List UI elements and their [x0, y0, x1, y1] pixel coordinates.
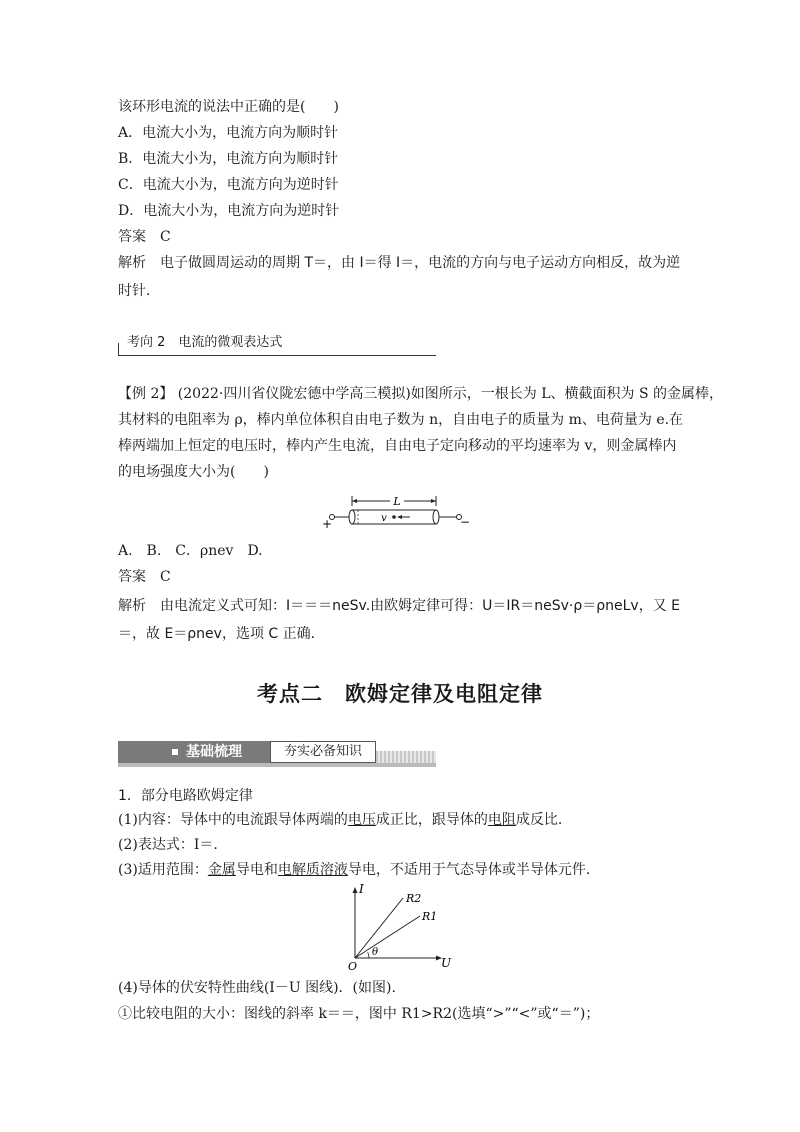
option-b: B．电流大小为，电流方向为顺时针 [118, 151, 339, 167]
item1-curve: (4)导体的伏安特性曲线(I－U 图线)．(如图). [118, 980, 396, 996]
metal-rod-figure [318, 490, 478, 530]
example-line-2: 其材料的电阻率为 ρ，棒内单位体积自由电子数为 n，自由电子的质量为 m、电荷量为 e.在 [118, 412, 684, 428]
rod-minus-sign: − [459, 515, 471, 529]
example-line-3: 棒两端加上恒定的电压时，棒内产生电流，自由电子定向移动的平均速率为 v，则金属棒内 [118, 438, 677, 454]
item1-scope-prefix: (3)适用范围： [118, 862, 208, 878]
example-analysis-line-2: ＝，故 E＝ρnev，选项 C 正确． [118, 626, 325, 642]
option-a: A．电流大小为，电流方向为顺时针 [118, 125, 339, 141]
iu-graph-r2-label: R2 [406, 892, 422, 905]
iu-graph-theta-label: θ [372, 947, 379, 958]
option-d: D．电流大小为，电流方向为逆时针 [118, 203, 340, 219]
item1-scope-mid: 导电和 [235, 862, 278, 878]
example-line-1: 【例 2】 (2022·四川省仪陇宏德中学高三模拟)如图所示，一根长为 L、横截面积为 S 的金属棒， [118, 386, 724, 402]
item1-scope-suffix: 导电，不适用于气态导体或半导体元件. [347, 862, 591, 878]
section-badge [118, 741, 436, 767]
answer-line: 答案 C [118, 229, 171, 245]
item1-expression: (2)表达式：I＝. [118, 837, 218, 853]
badge-light-label: 夯实必备知识 [270, 741, 376, 763]
item1-scope-u1: 金属 [207, 862, 236, 878]
example-answer: 答案 C [118, 569, 171, 585]
example-line-4: 的电场强度大小为( ) [118, 464, 269, 480]
analysis-line-2: 时针． [118, 283, 160, 299]
example-analysis-line-1: 解析 由电流定义式可知：I＝＝＝neSv.由欧姆定律可得：U＝IR＝neSv·ρ＝ρneLv，又 E [118, 598, 681, 614]
rod-length-label: L [393, 495, 401, 508]
rod-velocity-label: v [381, 513, 387, 524]
item1-scope-u2: 电解质溶液 [277, 862, 348, 878]
rod-plus-sign: + [321, 517, 333, 530]
square-bullet-icon [172, 749, 178, 755]
item1-scope [118, 860, 590, 880]
iu-graph-origin-label: O [348, 960, 358, 971]
item1-content-mid: 成正比，跟导体的 [375, 812, 488, 828]
item1-content-prefix: (1)内容：导体中的电流跟导体两端的 [118, 812, 348, 828]
badge-dark [118, 741, 270, 763]
badge-dark-label: 基础梳理 [186, 744, 242, 760]
topic-bar-label: 考向 2 电流的微观表达式 [127, 335, 283, 350]
iu-graph-r1-label: R1 [422, 910, 438, 923]
badge-strip [376, 751, 436, 763]
question-intro: 该环形电流的说法中正确的是( ) [118, 99, 339, 115]
item1-content-suffix: 成反比. [515, 812, 563, 828]
item1-content [118, 810, 562, 830]
topic-bar-tick [118, 343, 125, 355]
option-c: C．电流大小为，电流方向为逆时针 [118, 177, 339, 193]
item1-compare: ①比较电阻的大小：图线的斜率 k＝＝，图中 R1>R2(选填“>”“<”或“＝”)； [118, 1006, 600, 1022]
iu-graph-y-label: I [359, 883, 364, 896]
iu-graph [340, 883, 460, 971]
item1-content-u1: 电压 [347, 812, 376, 828]
item1-content-u2: 电阻 [487, 812, 516, 828]
example-options: A. B. C．ρnev D. [118, 543, 263, 559]
topic-bar [118, 333, 436, 356]
analysis-line-1: 解析 电子做圆周运动的周期 T＝，由 I＝得 I＝，电流的方向与电子运动方向相反，故为逆 [118, 255, 681, 271]
item1-title: 1．部分电路欧姆定律 [118, 788, 253, 804]
iu-graph-x-label: U [441, 956, 452, 970]
section-heading: 考点二 欧姆定律及电阻定律 [257, 682, 543, 706]
badge-base [118, 763, 436, 767]
